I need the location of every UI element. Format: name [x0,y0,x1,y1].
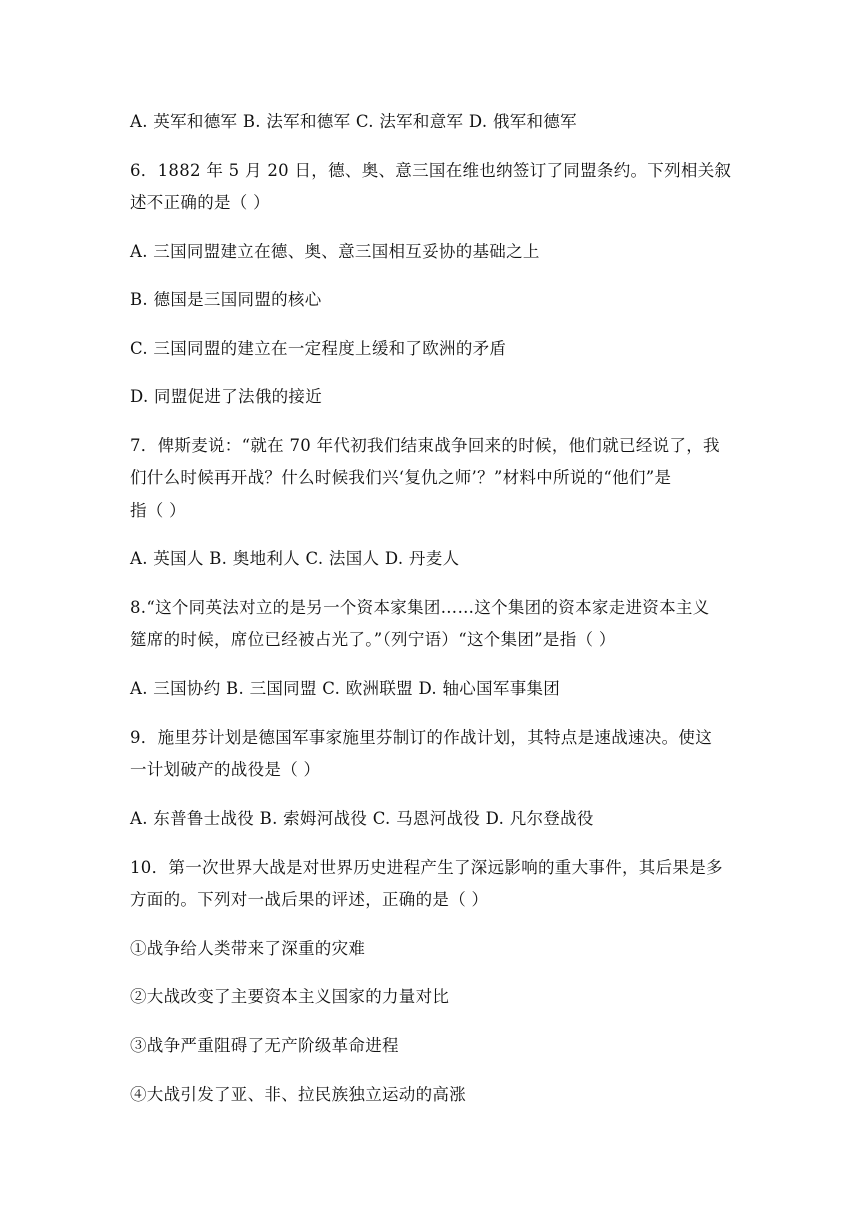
q9-options: A. 东普鲁士战役 B. 索姆河战役 C. 马恩河战役 D. 凡尔登战役 [130,809,594,828]
q8-options: A. 三国协约 B. 三国同盟 C. 欧洲联盟 D. 轴心国军事集团 [130,679,561,698]
q7-options: A. 英国人 B. 奥地利人 C. 法国人 D. 丹麦人 [130,549,460,568]
q5-options: A. 英军和德军 B. 法军和德军 C. 法军和意军 D. 俄军和德军 [130,112,577,131]
q9-stem-line-1: 9．施里芬计划是德国军事家施里芬制订的作战计划，其特点是速战速决。使这 [130,728,712,747]
q7-stem-line-3: 指（ ） [130,501,186,520]
q8-stem-line-1: 8.“这个同英法对立的是另一个资本家集团……这个集团的资本家走进资本主义 [130,598,710,617]
q6-option-d: D. 同盟促进了法俄的接近 [130,387,323,406]
q8-stem-line-2: 筵席的时候，席位已经被占光了。”（列宁语）“这个集团”是指（ ） [130,630,616,649]
q6-option-c: C. 三国同盟的建立在一定程度上缓和了欧洲的矛盾 [130,339,507,358]
q10-statement-3: ③战争严重阻碍了无产阶级革命进程 [130,1036,399,1055]
q10-stem-line-1: 10．第一次世界大战是对世界历史进程产生了深远影响的重大事件，其后果是多 [130,858,723,877]
q10-stem-line-2: 方面的。下列对一战后果的评述，正确的是（ ） [130,890,489,909]
q7-stem-line-2: 们什么时候再开战？什么时候我们兴‘复仇之师’？”材料中所说的“他们”是 [130,468,672,487]
q10-statement-1: ①战争给人类带来了深重的灾难 [130,939,366,958]
q6-option-b: B. 德国是三国同盟的核心 [130,290,322,309]
q10-statement-4: ④大战引发了亚、非、拉民族独立运动的高涨 [130,1085,466,1104]
q6-stem-line-1: 6．1882 年 5 月 20 日，德、奥、意三国在维也纳签订了同盟条约。下列相关叙 [130,161,732,180]
q6-stem-line-2: 述不正确的是（ ） [130,193,270,212]
q6-option-a: A. 三国同盟建立在德、奥、意三国相互妥协的基础之上 [130,242,540,261]
q10-statement-2: ②大战改变了主要资本主义国家的力量对比 [130,987,450,1006]
q7-stem-line-1: 7．俾斯麦说：“就在 70 年代初我们结束战争回来的时候，他们就已经说了，我 [130,436,720,455]
q9-stem-line-2: 一计划破产的战役是（ ） [130,760,321,779]
